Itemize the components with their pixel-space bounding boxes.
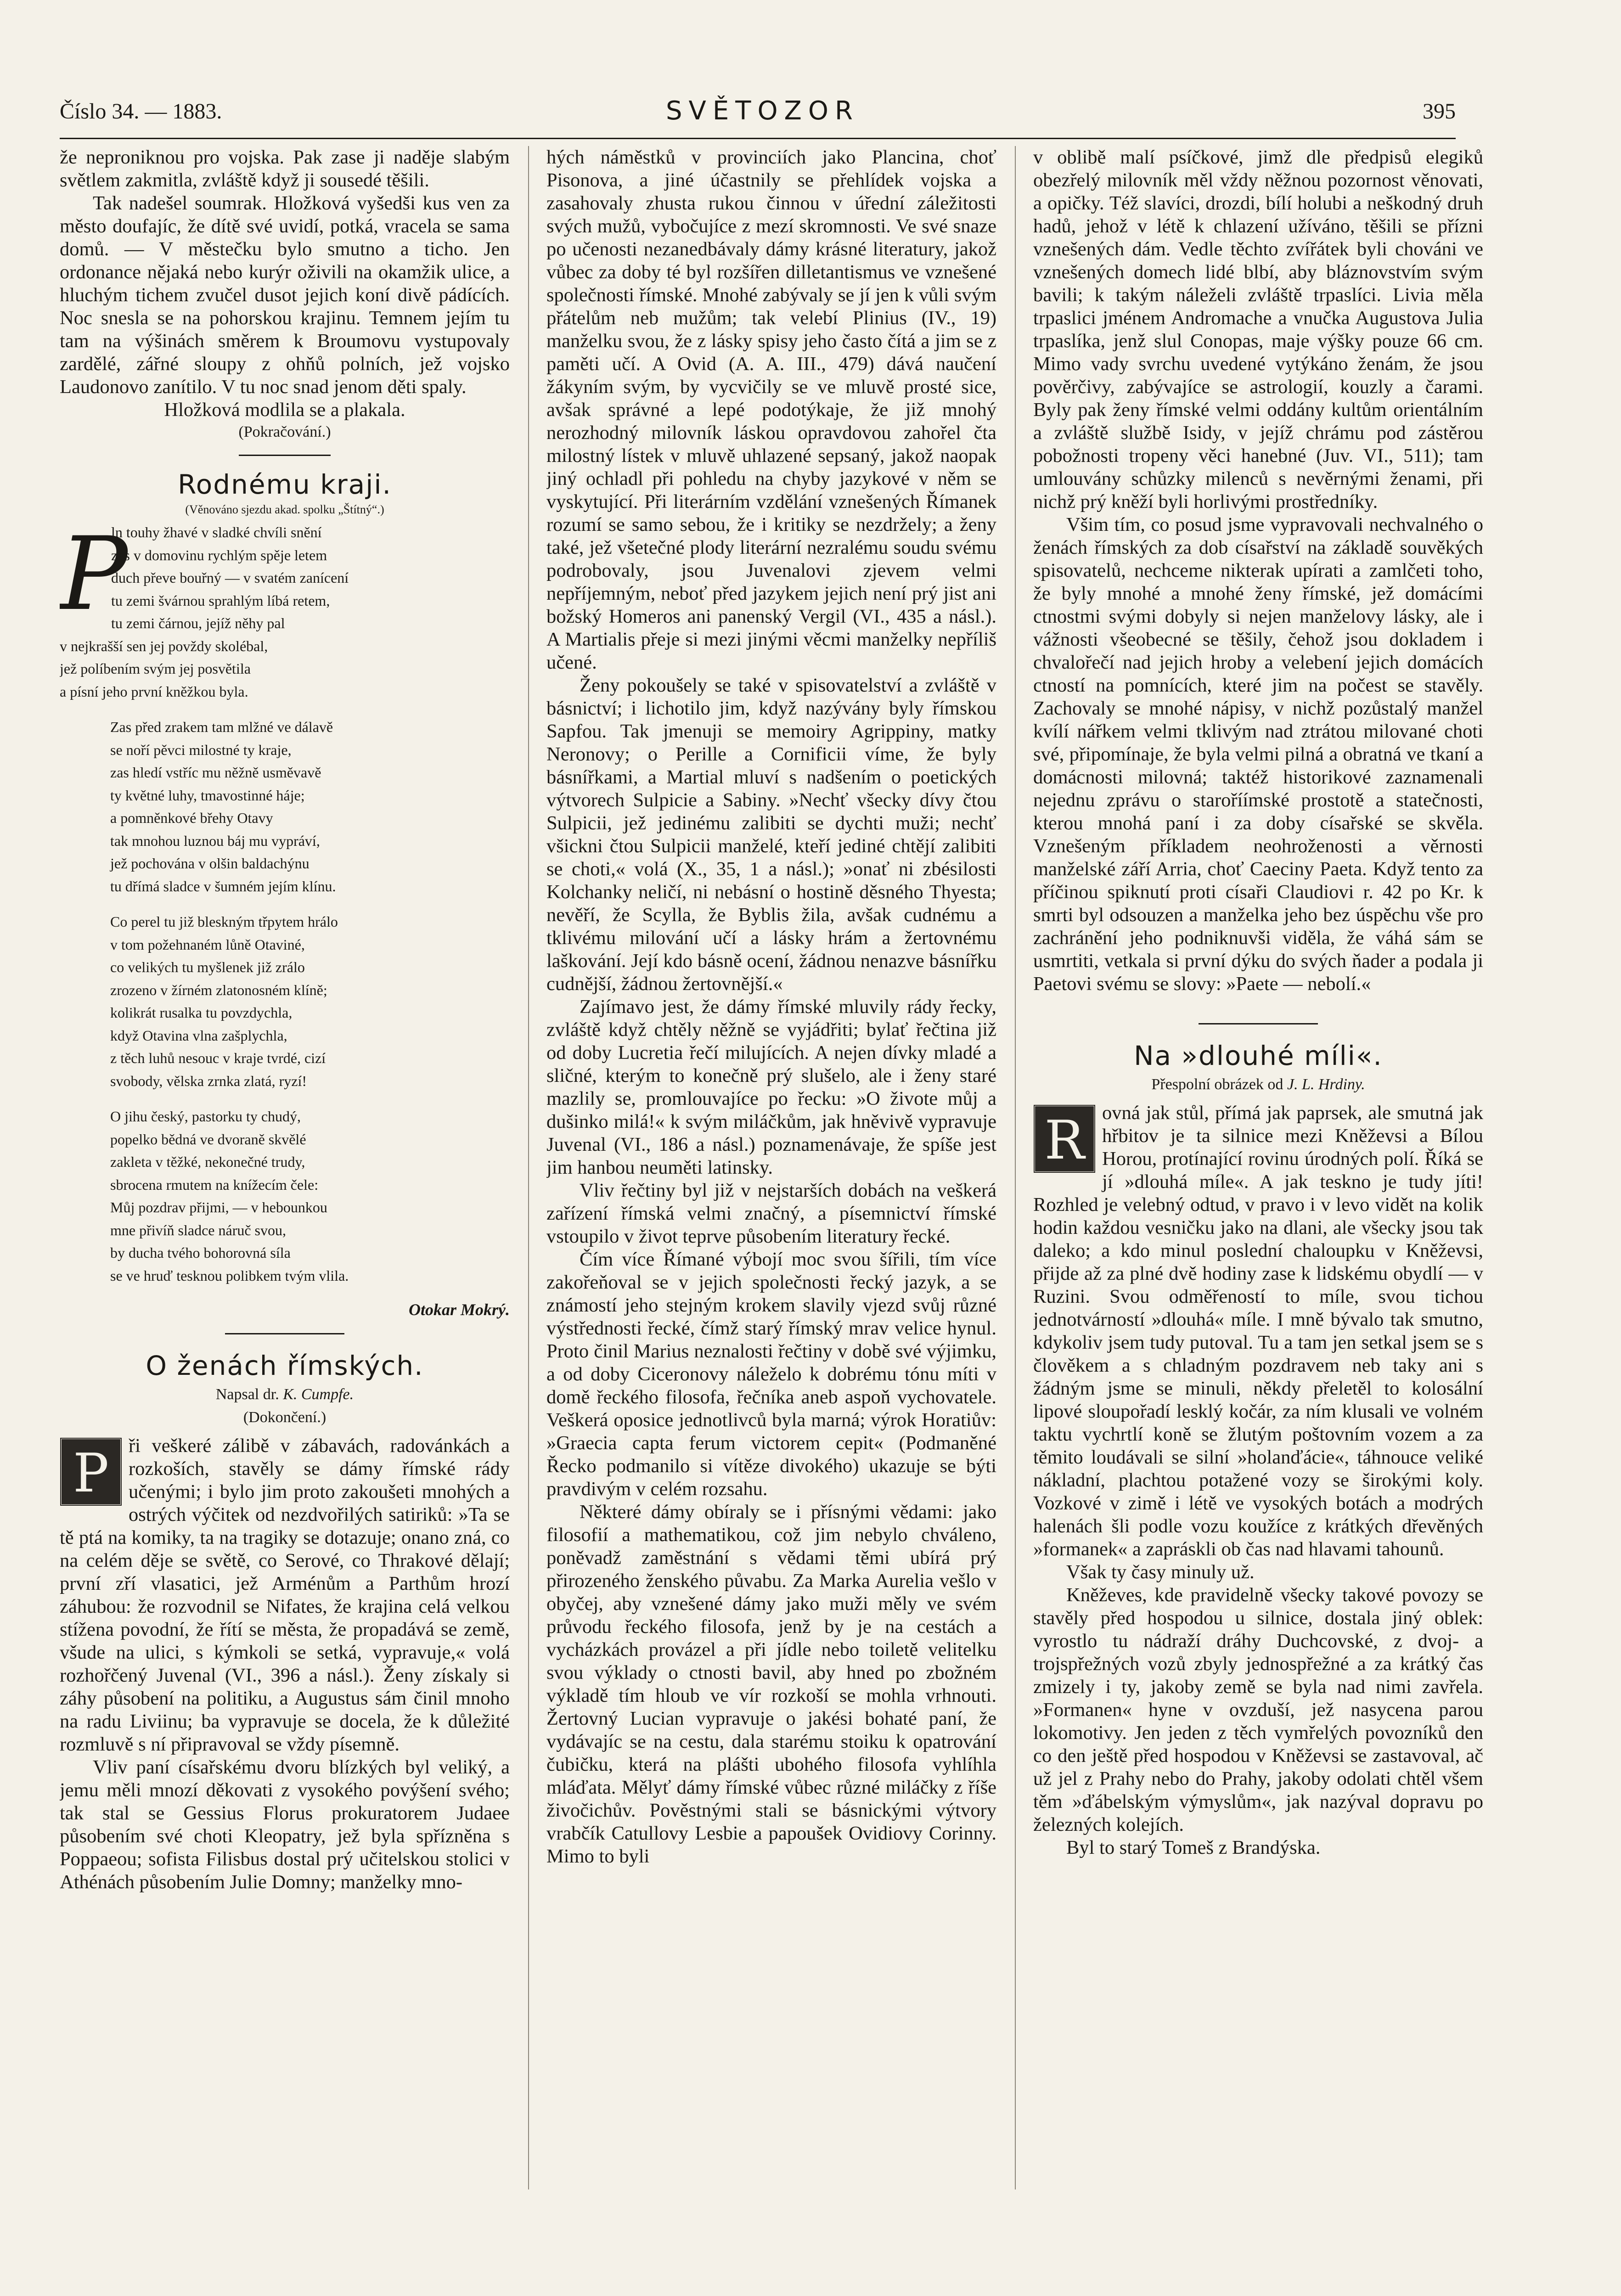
header-rule <box>60 138 1456 139</box>
paragraph: Ženy pokoušely se také v spisovatelství a zvláště v básnictví; i lichotilo jim, když nazývány byly římskou Sapfou. Tak jmenuji se memoiry Agrippiny, matky Neronovy; o Perille a Cornificii víme, že byly básnířkami, a Martial mluví s nadšením o poetických výtvorech Sulpicie a Sabiny. »Nechť všecky dívy čtou Sulpicii, jež jedinému zalibiti se dychti muži; nechť všickni čtou Sulpicii manželé, kteří jediné chtějí zalibiti se choti,« volá (X., 35, 1 a násl.); »onať ni zbésilosti Kolchanky neličí, ni nebásní o hostině děsného Thyesta; nevěří, že Scylla, že Byblis žila, avšak cudnému a tklivému milování učí a lásky hrám a žertovnému laškování. Její kdo básně ocení, žádnou nenazve básnířku cudnější, žádnou žertovnější.« <box>546 675 996 995</box>
column-middle <box>546 146 996 2203</box>
paragraph: hých náměstků v provinciích jako Plancina, choť Pisonova, a jiné účastnily se přehlídek vojska a zasahovaly zhusta rukou činnou v úřední záležitosti svých mužů, vybočujíce z mezí skromnosti. Ve své snaze po učenosti nezanedbávaly dámy krásné literatury, jakož vůbec za doby té byl rozšířen dilletantismus ve vznešené společnosti římské. Mnohé zabývaly se jí jen k vůli svým přátelům neb mužům; tak velebí Plinius (IV., 19) manželku svou, že z lásky spisy jeho často čítá a jim se z paměti učí. A Ovid (A. A. III., 479) dává naučení žákyním svým, by vycvičily se ve mluvě prosté sice, avšak správné a lepé podotýkaje, že již mnohý nerozhodný milovník láskou opravdovou zahořel čta milostný lístek v mluvě uhlazené sepsaný, jakož naopak jiný ochladl při pohledu na chyby jazykové v něm se vyskytující. Při literárním vzdělání vznešených Římanek rozumí se samo sebou, že i kritiky se nezdržely; a ženy také, jež všetečné plody literární nezralému soudu svému podrobovaly, jsou Juvenalovi zjevem velmi nepříjemným, neboť před jazykem jejich není prý jist ani božský Homeros ani panenský Vergil (VI., 435 a násl.). A Martialis přeje si mezi jinými věcmi manželky nepříliš učené. <box>546 146 996 673</box>
poem-line: duch převe bouřný — v svatém zanícení <box>111 569 349 586</box>
story-body <box>1033 1102 1483 1859</box>
conclusion-note: (Dokončení.) <box>243 1409 326 1426</box>
poem-line: zrozeno v žírném zlatonosném klíně; <box>110 981 327 998</box>
poem-line: mne přivíň sladce náruč svou, <box>110 1221 286 1238</box>
paragraph: Tak nadešel soumrak. Hložková vyšedši kus ven za město doufajíc, že dítě své uvidí, potká, vracela se sama domů. — V městečku bylo smutno a ticho. Jen ordonance nějaká nebo kurýr oživili na okamžik ulice, a hluchým tichem zvučel dusot jejich koní divě pádících. Noc snesla se na pohorskou krajinu. Temnem jejím tu tam na výšinách směrem k Broumovu vystupovaly zardělé, zářné sloupy z ohňů polních, jež vojsko Laudonovo zanítilo. V tu noc snad jenom děti spaly. <box>60 192 510 398</box>
poem-line: a písní jeho první kněžkou byla. <box>60 683 248 700</box>
poem-line: tak mnohou luznou báj mu vypráví, <box>110 832 320 849</box>
poem-initial: P <box>60 515 128 633</box>
poem <box>60 515 510 1319</box>
poem-line: tu dřímá sladce v šumném jejím klínu. <box>110 878 336 895</box>
poem-line: popelko bědná ve dvoraně skvělé <box>110 1131 306 1148</box>
article-byline <box>60 1384 510 1405</box>
byline-author: K. Cumpfe. <box>283 1386 354 1403</box>
poem-line: se noří pěvci milostné ty kraje, <box>110 741 292 758</box>
paragraph: Všim tím, co posud jsme vypravovali nechvalného o ženách římských za dob císařství na základě souvěkých spisovatelů, nechceme nikterak upírati a zamlčeti toho, že byly mnohé a mnohé ženy římské, jež domácími ctnostmi svými dobyly si nejen manželovy lásky, ale i vážnosti všeobecné se těšily, čehož jsou dokladem i chvalořečí nad jejich hroby a velebení jejich domácích ctností na pomnících, které jim na počest se stavěly. Zachovaly se mnohé nápisy, v nichž pozůstalý manžel kvílí nářkem velmi tklivým nad ztrátou milované choti své, připomínaje, že byla velmi pilná a obratná ve tkaní a domácnosti milovná; taktéž historikové zaznamenali nejednu zprávu o staroříímské prostotě a statečnosti, kterou mnohá paní i za doby císařské se skvěla. Vznešeným příkladem neohroženosti a věrnosti manželské září Arria, choť Caeciny Paeta. Když tento za příčinou spiknutí proti císaři Claudiovi r. 42 po Kr. k smrti byl odsouzen a manželka jeho bez úspěchu vše pro zachránění jeho podniknuvši viděla, že váhá sám se usmrtiti, vetkala si první dýku do svých ňader a podala ji Paetovi svému se slovy: »Paete — nebolí.« <box>1033 514 1483 995</box>
poem-line: by ducha tvého bohorovná síla <box>110 1244 291 1261</box>
story-title: Na »dlouhé míli«. <box>1134 1040 1383 1071</box>
paragraph: Zajímavo jest, že dámy římské mluvily rády řecky, zvláště když chtěly něžně se vyjádřiti; bylať řečtina již od doby Lucretia řečí milujících. A nejen dívky mladé a sličné, kterým to konečně prý slušelo, ale i ženy staré mazlily se, promlouvajíce po řecku: »O živote můj a dušinko milá!« k svým miláčkům, jak hněvivě vypravuje Juvenal (VI., 186 a násl.) poznamenávaje, že spíše jest jim hanbou neuměti latinsky. <box>546 996 996 1178</box>
poem-line: O jihu český, pastorku ty chudý, <box>110 1108 301 1125</box>
paragraph: Vliv řečtiny byl již v nejstarších dobách na veškerá zařízení římská velmi značný, a písemnictví římské vstoupilo v život teprve působením literatury řecké. <box>546 1180 996 1247</box>
column-divider <box>528 146 529 2189</box>
poem-line: zas v domovinu rychlým spěje letem <box>111 546 327 563</box>
poem-line: zakleta v těžké, nekonečné trudy, <box>110 1154 305 1170</box>
article-title: O ženách římských. <box>146 1350 424 1381</box>
poem-line: když Otavina vlna zašplychla, <box>110 1027 287 1044</box>
page-number: 395 <box>1423 99 1456 124</box>
poem-line: jež pochována v olšin baldachýnu <box>110 855 310 872</box>
section-separator <box>239 455 331 456</box>
paragraph: v oblibě malí psíčkové, jimž dle předpisů elegiků obezřelý milovník měl vždy něžnou pozornost věnovati, a opičky. Též slavíci, drozdi, bílí holubi a neškodný druh hadů, jehož v létě k chlazení užíváno, těšili se přízni vznešených dám. Vedle těchto zvířátek byli chováni ve vznešených domech lidé blbí, aby bláznovstvím svým bavili; k takým náleželi zvláště trpaslíci. Livia měla trpaslici jménem Andromache a vnučka Augustova Julia trpaslíka, jenž slul Conopas, maje výšky pouze 66 cm. Mimo vady svrchu uvedené vytýkáno ženám, že jsou pověrčivy, zabývajíce se astrologií, kouzly a čarami. Byly pak ženy římské velmi oddány kultům orientálním a zvláště službě Isidy, v jejíž chrámu pod zástěrou pobožnosti tropeny věci hanebné (Juv. VI., 511); tam umlouvány schůzky milenců s nevěrnými ženami, při nichž prý kněží byli horlivými prostředníky. <box>1033 146 1483 512</box>
poem-line: Můj pozdrav přijmi, — v hebounkou <box>110 1199 327 1216</box>
poem-line: kolikrát rusalka tu povzdychla, <box>110 1004 293 1021</box>
column-left <box>60 146 510 2203</box>
paragraph: Některé dámy obíraly se i přísnými vědami: jako filosofií a mathematikou, což jim nebylo chváleno, poněvadž zaměstnání s vědami těmi ubírá prý přirozeného ženského půvabu. Za Marka Aurelia vešlo v obyčej, aby vznešené dámy jako muži měly ve svém průvodu řeckého filosofa, jenž by je na cestách a vycházkách provázel a při jídle nebo toiletě velitelku svou výklady o ctnosti bavil, aby hned po zbožném výkladě tím hloub ve vír rozkoší se mohla vrhnouti. Žertovný Lucian vypravuje o jakési bohaté paní, že vydávajíc se na cestu, dala starému stoiku k opatrování čubičku, která na plášti ubohého filosofa vyhlíhla mláďata. Mělyť dámy římské vůbec různé miláčky z říše živočichův. Pověstnými stali se básnickými výtvory vrabčík Catullovy Lesbie a papoušek Ovidiovy Corinny. Mimo to byli <box>546 1501 996 1867</box>
paragraph: že neproniknou pro vojska. Pak zase ji naděje slabým světlem zakmitla, zvláště když ji sousedé těšili. <box>60 146 510 191</box>
poem-line: svobody, vělska zrnka zlatá, ryzí! <box>110 1072 307 1089</box>
section-separator <box>225 1333 344 1334</box>
article-body <box>60 1435 510 1894</box>
poem-line: tu zemi čárnou, jejíž něhy pal <box>111 615 285 631</box>
poem-stanza <box>110 1105 510 1287</box>
decorative-initial: P <box>60 1437 122 1506</box>
poem-line: jež políbením svým jej posvětila <box>60 660 251 677</box>
issue-number: Číslo 34. — 1883. <box>60 99 222 124</box>
section-separator <box>1199 1023 1318 1024</box>
byline-prefix: Přespolní obrázek od <box>1151 1076 1283 1093</box>
poem-line: z těch luhů nesouc v kraje tvrdé, cizí <box>110 1050 326 1066</box>
poem-stanza <box>110 911 510 1092</box>
story-byline <box>1033 1074 1483 1095</box>
poem-line: ln touhy žhavé v sladké chvíli snění <box>111 524 322 540</box>
magazine-title: SVĚTOZOR <box>666 96 859 126</box>
page-header <box>60 94 1456 145</box>
paragraph: Byl to starý Tomeš z Brandýska. <box>1066 1837 1321 1858</box>
poem-line: ty květné luhy, tmavostinné háje; <box>110 787 305 804</box>
poem-line: v nejkrašší sen jej povždy skolébal, <box>60 637 268 654</box>
paragraph: ovná jak stůl, přímá jak paprsek, ale smutná jak hřbitov je ta silnice mezi Kněževsi a Bílou Horou, protínající rovinu úrodných polí. Říká se jí »dlouhá míle«. A jak teskno je tudy jíti! Rozhled je velebný odtud, v pravo i v levo vidět na kolik hodin každou vesničku jako na dlani, ale všecky jsou tak daleko; a kdo minul poslední chaloupku v Kněževsi, přijde až za plné dvě hodiny zase k lidskému obydlí — v Ruzini. Svou odměřeností to míle, svou tichou jednotvárností »dlouhá« míle. I mně bývalo tak smutno, kdykoliv jsem tudy putoval. Tu a tam jen setkal jsem se s člověkem a s chladným pozdravem neb taky ani s žádným jsme se minuli, někdy přeletěl to kolosální lipové sloupořadí lesklý kočár, za ním klusali ve volném taktu vychrtlí koně se žlutým poštovním vozem a za těmito loudávali se silní »holanďácie«, táhnouce veliké nákladní, plachtou potažené vozy se širokými koly. Vozkové v zimě i létě ve vysokých botách a modrých halenách šli podle vozu koužíce z krátkých dřevěných »formanek« a zapráskli ob čas nad hlavami tahounů. <box>1033 1102 1483 1560</box>
byline-author: J. L. Hrdiny. <box>1287 1076 1365 1093</box>
paragraph: Kněževes, kde pravidelně všecky takové povozy se stavěly před hospodou u silnice, dostala jiný oblek: vyrostlo tu nádraží dráhy Duchcovské, z dvoj- a trojspřežných vozů zbyly jednospřežné a za krátký čas zmizely i ty, jakoby země se byla nad nimi zavřela. »Formanen« hyne v ovzduší, jež nasycena parou lokomotivy. Jen jeden z těch vymřelých povozníků den co den ještě před hospodou v Kněževsi se zastavoval, ač už jel z Prahy nebo do Prahy, jakoby odolati chtěl všem těm »ďábelským výmyslům«, jak nazýval dopravu po železných kolejích. <box>1033 1584 1483 1835</box>
paragraph: Hložková modlila se a plakala. <box>164 399 405 421</box>
paragraph: Však ty časy minuly už. <box>1066 1561 1255 1583</box>
poem-line: zas hledí vstříc mu něžně usměvavě <box>110 764 321 781</box>
poem-line: se ve hruď tesknou polibkem tvým vlila. <box>110 1267 349 1284</box>
poem-stanza <box>60 515 510 703</box>
poem-author: Otokar Mokrý. <box>408 1300 510 1319</box>
poem-line: sbrocena rmutem na knížecím čele: <box>110 1176 319 1193</box>
paragraph: ři veškeré zálibě v zábavách, radovánkách a rozkoších, stavěly se dámy římské rády učenými; i bylo jim proto zakoušeti mnohých a ostrých výčitek od nezdvořilých satiriků: »Ta se tě ptá na komiky, ta na tragiky se dotazuje; onano zná, co na celém děje se světě, co Serové, co Thrakové dělají; první zří vlasatici, jež Arménům a Parthům hrozí záhubou: že rozvodnil se Nifates, že krajina celá velkou stížena povodní, že řítí se města, že propadává se země, všude na ulici, s kýmkoli se setká, vypravuje,« volá rozhořčený Juvenal (VI., 396 a násl.). Ženy získaly si záhy působení na politiku, a Augustus sám činil mnoho na radu Liviinu; ba vypravuje se docela, že k důležité rozmluvě s ní připravoval se vždy písemně. <box>60 1435 510 1755</box>
column-divider <box>1015 146 1016 2189</box>
poem-line: co velikých tu myšlenek již zrálo <box>110 959 305 975</box>
byline-prefix: Napsal dr. <box>215 1386 279 1403</box>
poem-line: a pomněnkové břehy Otavy <box>110 810 273 826</box>
poem-dedication: (Věnováno sjezdu akad. spolku „Štítný“.) <box>185 503 384 516</box>
continuation-note: (Pokračování.) <box>238 423 331 440</box>
poem-title: Rodnému kraji. <box>178 469 392 500</box>
decorative-initial: R <box>1033 1104 1096 1173</box>
poem-line: tu zemi švárnou sprahlým líbá retem, <box>111 592 330 609</box>
poem-line: Zas před zrakem tam mlžné ve dálavě <box>110 719 333 735</box>
poem-stanza <box>110 716 510 898</box>
paragraph: Čím více Římané výbojí moc svou šířili, tím více zakořeňoval se v jejich společnosti řecký jazyk, a se známostí jeho stejným krokem slavily vjezd svůj různé výstřednosti řecké, čímž starý římský mrav velice hynul. Proto činil Marius neznalosti řečtiny v době své výjimku, a od doby Ciceronovy náleželo k dobrému tónu míti v domě řeckého filosofa, řečníka aneb aspoň vychovatele. Veškerá oposice jednotlivců byla marná; výrok Horatiův: »Graecia capta ferum victorem cepit« (Podmaněné Řecko podmanilo si vítěze divokého) ukazuje se býti pravdivým v celém rozsahu. <box>546 1249 996 1500</box>
poem-line: Co perel tu již bleskným třpytem hrálo <box>110 913 338 930</box>
column-right <box>1033 146 1483 2203</box>
paragraph: Vliv paní císařskému dvoru blízkých byl veliký, a jemu měli mnozí děkovati z vysokého povýšení svého; tak stal se Gessius Florus prokuratorem Judaee působením své choti Kleopatry, jež byla spřízněna s Poppaeou; sofista Filisbus dostal prý učitelskou stolici v Athénách působením Julie Domny; manželky mno- <box>60 1756 510 1893</box>
poem-line: v tom požehnaném lůně Otaviné, <box>110 936 305 953</box>
